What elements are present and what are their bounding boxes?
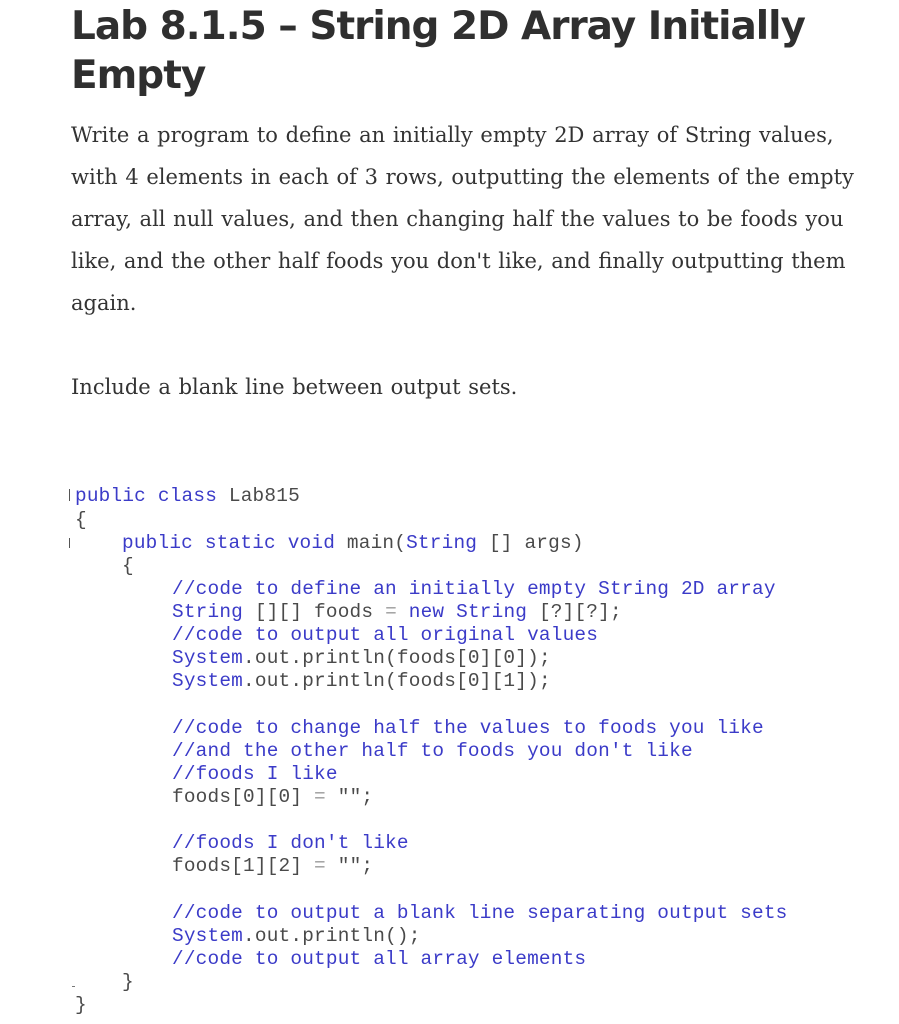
code-line: { (75, 509, 87, 531)
code-line: System.out.println(foods[0][0]); (172, 647, 551, 669)
assignment-description: Write a program to define an initially empty 2D array of String values, with 4 elements in each of 3 rows, outputting the elements of the empty array, all null values, and then changing half the values to be foods you like, and the other half foods you don't like, and finally outputting them again. (71, 123, 854, 315)
code-line: System.out.println(); (172, 925, 421, 947)
assignment-note: Include a blank line between output sets. (71, 375, 518, 399)
code-line: System.out.println(foods[0][1]); (172, 670, 551, 692)
code-line: } (75, 994, 87, 1016)
code-line: } (122, 971, 134, 993)
code-line: String [][] foods = new String [?][?]; (172, 601, 622, 623)
gutter-mark (69, 489, 70, 501)
code-comment: //code to define an initially empty String 2D array (172, 578, 776, 600)
code-line: foods[0][0] = ""; (172, 786, 374, 808)
code-line: { (122, 555, 134, 577)
code-comment: //and the other half to foods you don't like (172, 740, 693, 762)
code-comment: //code to output all array elements (172, 948, 587, 970)
code-comment: //foods I don't like (172, 832, 409, 854)
code-line: foods[1][2] = ""; (172, 855, 374, 877)
code-comment: //code to output a blank line separating output sets (172, 902, 788, 924)
code-line: public class Lab815 (75, 485, 300, 507)
gutter-dash (72, 986, 75, 987)
page-title: Lab 8.1.5 – String 2D Array Initially Empty (71, 4, 805, 98)
code-line: public static void main(String [] args) (122, 532, 584, 554)
gutter-mark (69, 538, 70, 548)
code-comment: //code to change half the values to foods you like (172, 717, 764, 739)
code-comment: //foods I like (172, 763, 338, 785)
code-comment: //code to output all original values (172, 624, 599, 646)
